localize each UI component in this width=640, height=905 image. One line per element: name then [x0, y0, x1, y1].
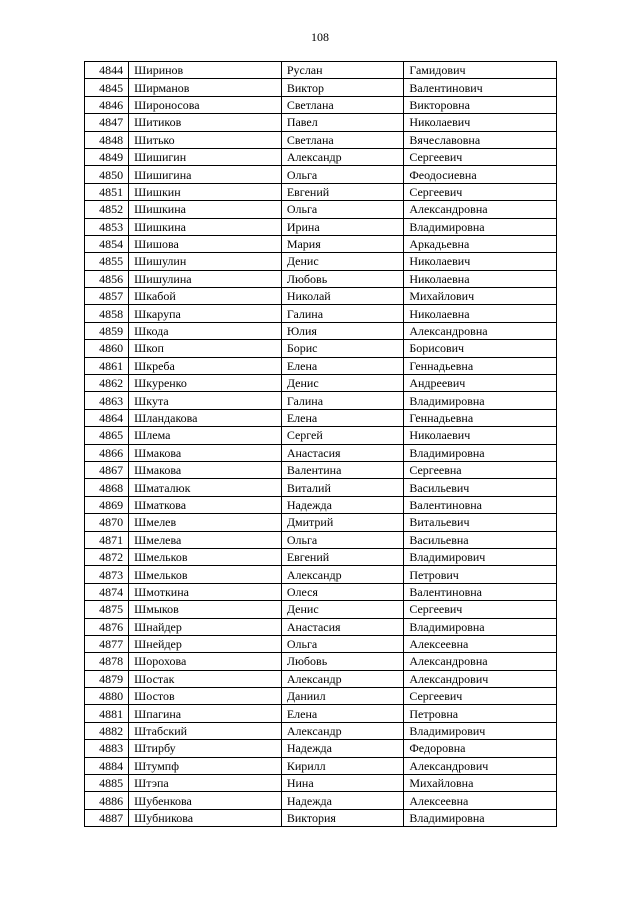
table-row	[85, 305, 557, 322]
patronymic-cell: Владимировна	[404, 618, 557, 635]
patronymic-cell: Александровна	[404, 322, 557, 339]
table-row	[85, 670, 557, 687]
patronymic-cell: Николаевна	[404, 305, 557, 322]
first-name-cell: Денис	[281, 601, 404, 618]
first-name-cell: Надежда	[281, 792, 404, 809]
last-name-cell: Ширманов	[129, 79, 282, 96]
table-row	[85, 583, 557, 600]
page-number: 108	[311, 30, 329, 44]
patronymic-cell: Николаевна	[404, 270, 557, 287]
first-name-cell: Галина	[281, 305, 404, 322]
patronymic-cell: Петровна	[404, 705, 557, 722]
table-row	[85, 148, 557, 165]
last-name-cell: Шорохова	[129, 653, 282, 670]
table-row	[85, 427, 557, 444]
table-row	[85, 461, 557, 478]
table-row	[85, 235, 557, 252]
first-name-cell: Руслан	[281, 62, 404, 79]
row-number-cell: 4885	[85, 775, 129, 792]
patronymic-cell: Александрович	[404, 757, 557, 774]
table-row	[85, 722, 557, 739]
row-number-cell: 4845	[85, 79, 129, 96]
row-number-cell: 4847	[85, 114, 129, 131]
patronymic-cell: Вячеславовна	[404, 131, 557, 148]
row-number-cell: 4862	[85, 375, 129, 392]
last-name-cell: Шкута	[129, 392, 282, 409]
table-row	[85, 514, 557, 531]
patronymic-cell: Николаевич	[404, 114, 557, 131]
first-name-cell: Юлия	[281, 322, 404, 339]
table-row	[85, 705, 557, 722]
last-name-cell: Шостак	[129, 670, 282, 687]
row-number-cell: 4872	[85, 548, 129, 565]
patronymic-cell: Геннадьевна	[404, 409, 557, 426]
row-number-cell: 4846	[85, 96, 129, 113]
row-number-cell: 4883	[85, 740, 129, 757]
first-name-cell: Павел	[281, 114, 404, 131]
first-name-cell: Елена	[281, 705, 404, 722]
last-name-cell: Шмакова	[129, 461, 282, 478]
table-row	[85, 375, 557, 392]
row-number-cell: 4864	[85, 409, 129, 426]
row-number-cell: 4868	[85, 479, 129, 496]
last-name-cell: Шмакова	[129, 444, 282, 461]
first-name-cell: Анастасия	[281, 444, 404, 461]
row-number-cell: 4858	[85, 305, 129, 322]
first-name-cell: Мария	[281, 235, 404, 252]
row-number-cell: 4863	[85, 392, 129, 409]
last-name-cell: Шмелева	[129, 531, 282, 548]
row-number-cell: 4855	[85, 253, 129, 270]
table-row	[85, 409, 557, 426]
row-number-cell: 4869	[85, 496, 129, 513]
row-number-cell: 4853	[85, 218, 129, 235]
last-name-cell: Шостов	[129, 688, 282, 705]
patronymic-cell: Феодосиевна	[404, 166, 557, 183]
last-name-cell: Шишова	[129, 235, 282, 252]
row-number-cell: 4882	[85, 722, 129, 739]
last-name-cell: Шитиков	[129, 114, 282, 131]
first-name-cell: Надежда	[281, 740, 404, 757]
first-name-cell: Сергей	[281, 427, 404, 444]
last-name-cell: Шкоп	[129, 340, 282, 357]
first-name-cell: Ольга	[281, 201, 404, 218]
row-number-cell: 4859	[85, 322, 129, 339]
first-name-cell: Нина	[281, 775, 404, 792]
last-name-cell: Шишкина	[129, 218, 282, 235]
row-number-cell: 4879	[85, 670, 129, 687]
first-name-cell: Светлана	[281, 96, 404, 113]
patronymic-cell: Николаевич	[404, 427, 557, 444]
first-name-cell: Валентина	[281, 461, 404, 478]
patronymic-cell: Михайловна	[404, 775, 557, 792]
names-table	[84, 61, 557, 827]
patronymic-cell: Аркадьевна	[404, 235, 557, 252]
patronymic-cell: Сергеевна	[404, 461, 557, 478]
row-number-cell: 4867	[85, 461, 129, 478]
table-row	[85, 775, 557, 792]
row-number-cell: 4884	[85, 757, 129, 774]
last-name-cell: Шмельков	[129, 566, 282, 583]
table-row	[85, 688, 557, 705]
table-row	[85, 531, 557, 548]
first-name-cell: Дмитрий	[281, 514, 404, 531]
table-row	[85, 548, 557, 565]
first-name-cell: Ирина	[281, 218, 404, 235]
patronymic-cell: Витальевич	[404, 514, 557, 531]
patronymic-cell: Сергеевич	[404, 688, 557, 705]
table-row	[85, 496, 557, 513]
last-name-cell: Шубникова	[129, 809, 282, 826]
row-number-cell: 4850	[85, 166, 129, 183]
last-name-cell: Шмыков	[129, 601, 282, 618]
row-number-cell: 4857	[85, 288, 129, 305]
table-row	[85, 183, 557, 200]
row-number-cell: 4866	[85, 444, 129, 461]
patronymic-cell: Николаевич	[404, 253, 557, 270]
patronymic-cell: Васильевич	[404, 479, 557, 496]
first-name-cell: Ольга	[281, 166, 404, 183]
table-row	[85, 601, 557, 618]
last-name-cell: Шишигин	[129, 148, 282, 165]
last-name-cell: Штэпа	[129, 775, 282, 792]
patronymic-cell: Андреевич	[404, 375, 557, 392]
first-name-cell: Денис	[281, 375, 404, 392]
last-name-cell: Шкреба	[129, 357, 282, 374]
first-name-cell: Елена	[281, 357, 404, 374]
patronymic-cell: Михайлович	[404, 288, 557, 305]
patronymic-cell: Владимирович	[404, 722, 557, 739]
first-name-cell: Виктория	[281, 809, 404, 826]
patronymic-cell: Гамидович	[404, 62, 557, 79]
first-name-cell: Ольга	[281, 531, 404, 548]
table-row	[85, 757, 557, 774]
row-number-cell: 4877	[85, 635, 129, 652]
patronymic-cell: Федоровна	[404, 740, 557, 757]
table-row	[85, 79, 557, 96]
patronymic-cell: Васильевна	[404, 531, 557, 548]
last-name-cell: Шмоткина	[129, 583, 282, 600]
patronymic-cell: Александрович	[404, 670, 557, 687]
first-name-cell: Любовь	[281, 653, 404, 670]
last-name-cell: Шмелев	[129, 514, 282, 531]
table-row	[85, 566, 557, 583]
patronymic-cell: Владимировна	[404, 218, 557, 235]
row-number-cell: 4856	[85, 270, 129, 287]
last-name-cell: Шландакова	[129, 409, 282, 426]
first-name-cell: Александр	[281, 722, 404, 739]
last-name-cell: Шнейдер	[129, 635, 282, 652]
table-row	[85, 444, 557, 461]
patronymic-cell: Валентинович	[404, 79, 557, 96]
patronymic-cell: Владимирович	[404, 548, 557, 565]
first-name-cell: Борис	[281, 340, 404, 357]
first-name-cell: Александр	[281, 670, 404, 687]
row-number-cell: 4848	[85, 131, 129, 148]
first-name-cell: Любовь	[281, 270, 404, 287]
table-row	[85, 653, 557, 670]
table-row	[85, 131, 557, 148]
first-name-cell: Евгений	[281, 548, 404, 565]
first-name-cell: Олеся	[281, 583, 404, 600]
table-row	[85, 166, 557, 183]
last-name-cell: Шпагина	[129, 705, 282, 722]
last-name-cell: Шишулина	[129, 270, 282, 287]
first-name-cell: Анастасия	[281, 618, 404, 635]
patronymic-cell: Сергеевич	[404, 601, 557, 618]
row-number-cell: 4873	[85, 566, 129, 583]
first-name-cell: Николай	[281, 288, 404, 305]
patronymic-cell: Сергеевич	[404, 183, 557, 200]
last-name-cell: Шматалюк	[129, 479, 282, 496]
row-number-cell: 4878	[85, 653, 129, 670]
patronymic-cell: Александровна	[404, 201, 557, 218]
table-row	[85, 322, 557, 339]
first-name-cell: Александр	[281, 148, 404, 165]
last-name-cell: Шишкина	[129, 201, 282, 218]
patronymic-cell: Борисович	[404, 340, 557, 357]
row-number-cell: 4854	[85, 235, 129, 252]
row-number-cell: 4844	[85, 62, 129, 79]
last-name-cell: Шитько	[129, 131, 282, 148]
row-number-cell: 4861	[85, 357, 129, 374]
last-name-cell: Шкарупа	[129, 305, 282, 322]
row-number-cell: 4876	[85, 618, 129, 635]
last-name-cell: Шкабой	[129, 288, 282, 305]
row-number-cell: 4881	[85, 705, 129, 722]
last-name-cell: Штирбу	[129, 740, 282, 757]
table-row	[85, 288, 557, 305]
last-name-cell: Шубенкова	[129, 792, 282, 809]
table-row	[85, 201, 557, 218]
row-number-cell: 4865	[85, 427, 129, 444]
table-row	[85, 340, 557, 357]
patronymic-cell: Алексеевна	[404, 792, 557, 809]
table-row	[85, 479, 557, 496]
patronymic-cell: Владимировна	[404, 392, 557, 409]
last-name-cell: Шкуренко	[129, 375, 282, 392]
table-row	[85, 792, 557, 809]
last-name-cell: Шишкин	[129, 183, 282, 200]
first-name-cell: Даниил	[281, 688, 404, 705]
table-row	[85, 618, 557, 635]
row-number-cell: 4851	[85, 183, 129, 200]
first-name-cell: Денис	[281, 253, 404, 270]
table-row	[85, 96, 557, 113]
last-name-cell: Штумпф	[129, 757, 282, 774]
patronymic-cell: Сергеевич	[404, 148, 557, 165]
patronymic-cell: Геннадьевна	[404, 357, 557, 374]
row-number-cell: 4874	[85, 583, 129, 600]
row-number-cell: 4860	[85, 340, 129, 357]
table-row	[85, 740, 557, 757]
row-number-cell: 4887	[85, 809, 129, 826]
patronymic-cell: Алексеевна	[404, 635, 557, 652]
last-name-cell: Шишигина	[129, 166, 282, 183]
patronymic-cell: Владимировна	[404, 809, 557, 826]
last-name-cell: Шишулин	[129, 253, 282, 270]
first-name-cell: Александр	[281, 566, 404, 583]
table-row	[85, 392, 557, 409]
last-name-cell: Шматкова	[129, 496, 282, 513]
first-name-cell: Елена	[281, 409, 404, 426]
last-name-cell: Широносова	[129, 96, 282, 113]
table-body	[85, 62, 557, 827]
patronymic-cell: Владимировна	[404, 444, 557, 461]
patronymic-cell: Петрович	[404, 566, 557, 583]
table-row	[85, 253, 557, 270]
table-row	[85, 114, 557, 131]
patronymic-cell: Валентиновна	[404, 583, 557, 600]
last-name-cell: Шмельков	[129, 548, 282, 565]
first-name-cell: Кирилл	[281, 757, 404, 774]
first-name-cell: Светлана	[281, 131, 404, 148]
first-name-cell: Виктор	[281, 79, 404, 96]
last-name-cell: Шкода	[129, 322, 282, 339]
last-name-cell: Штабский	[129, 722, 282, 739]
patronymic-cell: Александровна	[404, 653, 557, 670]
first-name-cell: Виталий	[281, 479, 404, 496]
first-name-cell: Евгений	[281, 183, 404, 200]
table-row	[85, 62, 557, 79]
table-row	[85, 635, 557, 652]
row-number-cell: 4852	[85, 201, 129, 218]
last-name-cell: Шнайдер	[129, 618, 282, 635]
last-name-cell: Шлема	[129, 427, 282, 444]
row-number-cell: 4886	[85, 792, 129, 809]
first-name-cell: Ольга	[281, 635, 404, 652]
last-name-cell: Ширинов	[129, 62, 282, 79]
patronymic-cell: Валентиновна	[404, 496, 557, 513]
patronymic-cell: Викторовна	[404, 96, 557, 113]
first-name-cell: Галина	[281, 392, 404, 409]
row-number-cell: 4871	[85, 531, 129, 548]
row-number-cell: 4875	[85, 601, 129, 618]
first-name-cell: Надежда	[281, 496, 404, 513]
row-number-cell: 4870	[85, 514, 129, 531]
table-row	[85, 218, 557, 235]
row-number-cell: 4849	[85, 148, 129, 165]
row-number-cell: 4880	[85, 688, 129, 705]
table-row	[85, 270, 557, 287]
table-row	[85, 357, 557, 374]
table-row	[85, 809, 557, 826]
